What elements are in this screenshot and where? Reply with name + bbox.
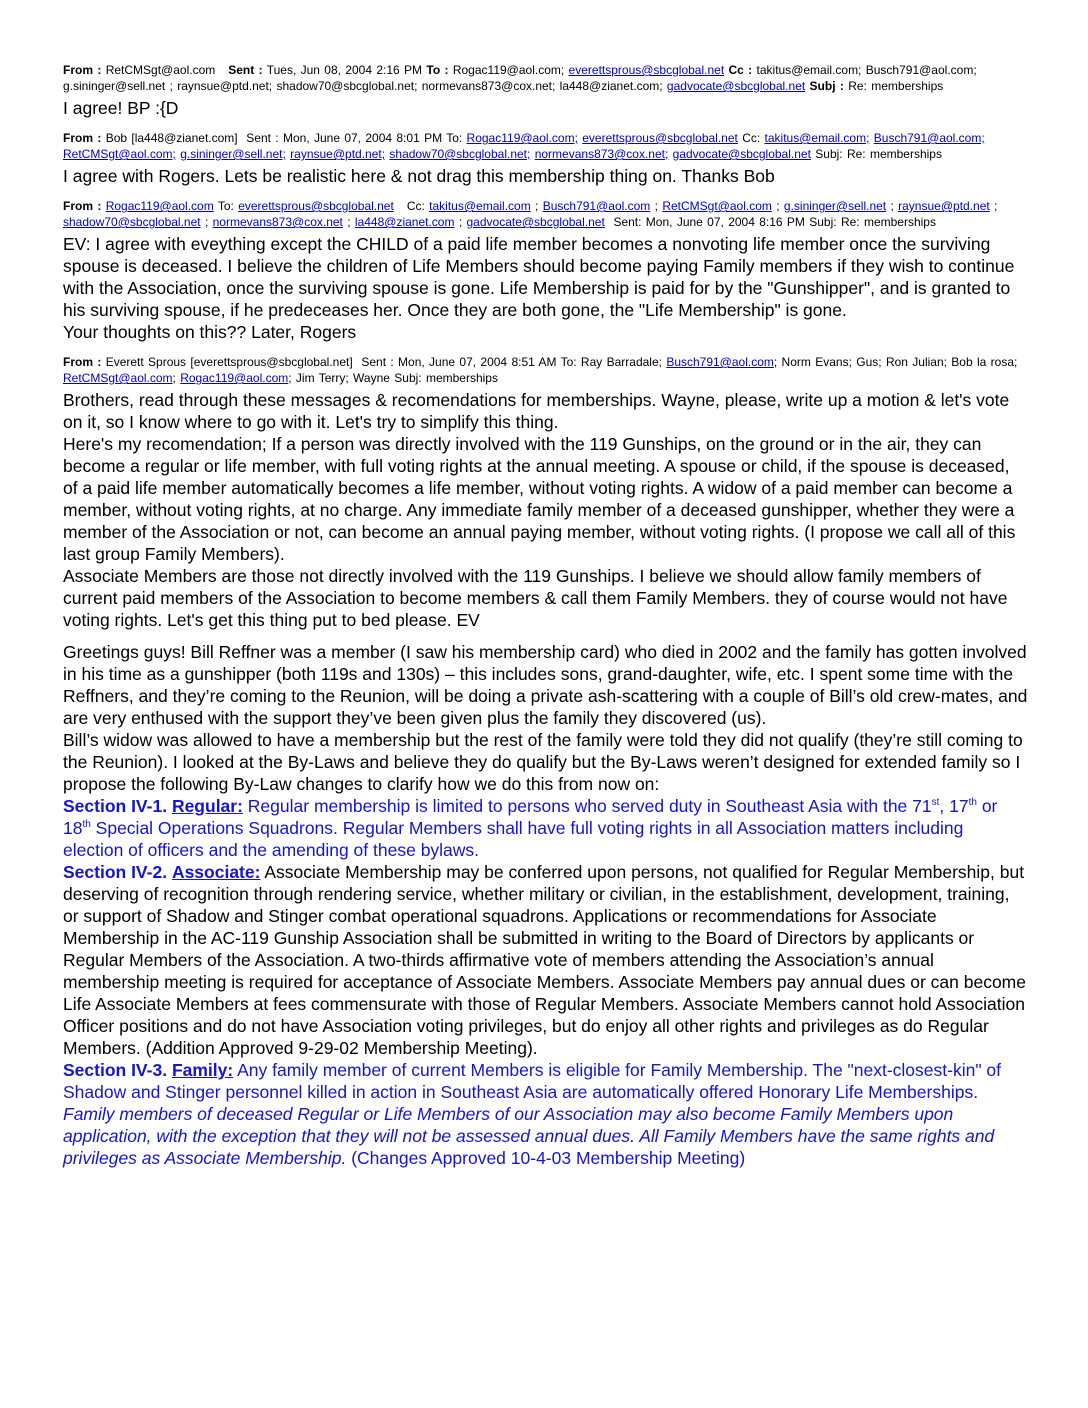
email4-header: From : Everett Sprous [everettsprous@sbcglobal.net] Sent : Mon, June 07, 2004 8:51 AM To: Ray Barradale; Busch791@aol.com; Norm Evans; Gus; Ron Julian; Bob la rosa; RetCMSgt@aol.com; Rogac119@aol.com; Jim Terry; Wayne Subj: memberships bbox=[63, 355, 1018, 385]
email4-link[interactable]: Busch791@aol.com bbox=[666, 355, 774, 369]
section-iv-1-title: Regular: bbox=[171, 796, 243, 816]
email4-link[interactable]: RetCMSgt@aol.com bbox=[63, 371, 173, 385]
email4-recipients: Ron Julian; Bob la rosa; bbox=[885, 355, 1018, 369]
email2-sent: Sent : Mon, June 07, 2004 8:01 PM To: bbox=[246, 131, 463, 145]
email1-subj: Re: memberships bbox=[848, 79, 944, 93]
email3-cc-link[interactable]: normevans873@cox.net bbox=[212, 215, 343, 229]
email3-cc-label: Cc: bbox=[406, 199, 425, 213]
email2-cc-link[interactable]: raynsue@ptd.net; bbox=[290, 147, 386, 161]
email4-sent: Sent : Mon, June 07, 2004 8:51 AM To: Ray Barradale; bbox=[361, 355, 662, 369]
email2-body: I agree with Rogers. Lets be realistic here & not drag this membership thing on. Thanks Bob bbox=[63, 166, 775, 186]
email1-to-label: To : bbox=[426, 63, 449, 77]
email3-cc-link[interactable]: raynsue@ptd.net bbox=[898, 199, 990, 213]
section-iv-3-text: Any family member of current Members is eligible for Family Membership. The "next-closest-kin" of Shadow and Stinger personnel killed in action in Southeast Asia are automatically offered Honorary Life Memberships. bbox=[63, 1060, 1001, 1102]
email1-from-label: From : bbox=[63, 63, 102, 77]
email2-to-link[interactable]: Rogac119@aol.com; bbox=[466, 131, 578, 145]
email4-recipients: ; Norm Evans; Gus; bbox=[773, 355, 882, 369]
email1-body: I agree! BP :{D bbox=[63, 98, 179, 118]
email1-cc-line1: takitus@email.com; bbox=[756, 63, 862, 77]
email4-associates: Associate Members are those not directly involved with the 119 Gunships. I believe we should allow family members of current paid members of the Association to become members & call them Family Members. they of course would not have voting rights. Let's get this thing put to bed please. EV bbox=[63, 566, 1008, 630]
greetings-paragraph: Greetings guys! Bill Reffner was a member (I saw his membership card) who died in 2002 and the family has gotten involved in his time as a gunshipper (both 119s and 130s) – this includes sons, grand-daughter, wife, etc. I spent some time with the Reffners, and they’re coming to the Reunion, will be doing a private ash-scattering with a couple of Bill’s old crew-mates, and are very enthused with the support they’ve been given plus the family they discovered (us). bbox=[63, 642, 1028, 728]
section-iv-3-title: Family: bbox=[171, 1060, 234, 1080]
section-iv-2-title: Associate: bbox=[171, 862, 261, 882]
email3-from-label: From : bbox=[63, 199, 102, 213]
email1-sent: Tues, Jun 08, 2004 2:16 PM bbox=[266, 63, 423, 77]
email3-sent: Sent: Mon, June 07, 2004 8:16 bbox=[613, 215, 783, 229]
email3-cc-link[interactable]: RetCMSgt@aol.com bbox=[662, 199, 772, 213]
email2-from: Bob [la448@zianet.com] bbox=[105, 131, 238, 145]
email4-from-label: From : bbox=[63, 355, 102, 369]
email1-to-link[interactable]: everettsprous@sbcglobal.net bbox=[568, 63, 725, 77]
email2-cc-link[interactable]: RetCMSgt@aol.com; bbox=[63, 147, 176, 161]
section-iv-2-text: Associate Membership may be conferred upon persons, not qualified for Regular Membership, but deserving of recognition through rendering service, whether military or civilian, in the establishment, development, training, or support of Shadow and Stinger combat operational squadrons. Applications or recommendations for Associate Membership in the AC-119 Gunship Association shall be submitted in writing to the Board of Directors by applicants or Regular Members of the Association. A two-thirds affirmative vote of members attending the Association’s annual membership meeting is required for acceptance of Associate Members. Associate Members pay annual dues or can become Life Associate Members at fees commensurate with those of Regular Members. Associate Members cannot hold Association Officer positions and do not have Association voting privileges, but do enjoy all other rights and privileges as do Regular Members. (Addition Approved 9-29-02 Membership Meeting). bbox=[63, 862, 1026, 1058]
email3-cc-link[interactable]: gadvocate@sbcglobal.net bbox=[466, 215, 605, 229]
email2-cc-link[interactable]: gadvocate@sbcglobal.net bbox=[672, 147, 811, 161]
email2-to-link[interactable]: everettsprous@sbcglobal.net bbox=[582, 131, 738, 145]
section-iv-1-text: Regular membership is limited to persons who served duty in Southeast Asia with the 71st, 17th or 18th Special Operations Squadrons. Regular Members shall have full voting rights in all Association matters including election of officers and the amending of these bylaws. bbox=[63, 796, 998, 860]
email3-from-link[interactable]: Rogac119@aol.com bbox=[105, 199, 214, 213]
email1-from: RetCMSgt@aol.com bbox=[105, 63, 216, 77]
email1-cc-line2: Busch791@aol.com; g.sininger@sell.net ; raynsue@ptd.net; shadow70@sbcglobal.net; normevans873@cox.net; la448@zianet.com; bbox=[63, 63, 977, 93]
email1-cc-link[interactable]: gadvocate@sbcglobal.net bbox=[666, 79, 806, 93]
email3-cc-link[interactable]: la448@zianet.com bbox=[354, 215, 455, 229]
email1-to: Rogac119@aol.com; bbox=[452, 63, 565, 77]
email2-cc-link[interactable]: normevans873@cox.net; bbox=[534, 147, 669, 161]
document-page bbox=[63, 62, 1028, 1169]
email2-cc-link[interactable]: shadow70@sbcglobal.net; bbox=[389, 147, 531, 161]
email1-sent-label: Sent : bbox=[228, 63, 263, 77]
email1-subj-label: Subj : bbox=[809, 79, 844, 93]
email1-cc-label: Cc : bbox=[728, 63, 753, 77]
email2-cc-link[interactable]: g.sininger@sell.net; bbox=[180, 147, 286, 161]
email4-from: Everett Sprous [everettsprous@sbcglobal.net] bbox=[105, 355, 353, 369]
section-iv-1-label: Section IV-1. bbox=[63, 796, 168, 816]
email3-to-link[interactable]: everettsprous@sbcglobal.net bbox=[238, 199, 394, 213]
email3-cc-link[interactable]: shadow70@sbcglobal.net bbox=[63, 215, 201, 229]
email1-header bbox=[63, 62, 1028, 94]
section-iv-2 bbox=[63, 861, 1028, 1059]
section-iv-1 bbox=[63, 795, 1028, 861]
email4-link[interactable]: Rogac119@aol.com bbox=[180, 371, 289, 385]
email3-cc-link[interactable]: Busch791@aol.com bbox=[542, 199, 651, 213]
section-iv-3-label: Section IV-3. bbox=[63, 1060, 168, 1080]
email2-cc-label: Cc: bbox=[742, 131, 761, 145]
greetings-proposal: Bill’s widow was allowed to have a membership but the rest of the family were told they did not qualify (they’re still coming to the Reunion). I looked at the By-Laws and believe they do qualify but the By-Laws weren’t designed for extended family so I propose the following By-Law changes to clarify how we do this from now on: bbox=[63, 730, 1023, 794]
section-iv-3 bbox=[63, 1059, 1028, 1169]
email3-cc-link[interactable]: takitus@email.com bbox=[429, 199, 531, 213]
email4-body: Brothers, read through these messages & recomendations for memberships. Wayne, please, write up a motion & let's vote on it, so I know where to go with it. Let's try to simplify this thing. bbox=[63, 390, 1010, 432]
section-iv-2-label: Section IV-2. bbox=[63, 862, 168, 882]
email2-cc-link[interactable]: Busch791@aol.com; bbox=[873, 131, 985, 145]
email2-subj: Subj: Re: memberships bbox=[815, 147, 942, 161]
email4-recipients-end: ; Jim Terry; Wayne Subj: memberships bbox=[288, 371, 498, 385]
email3-body: EV: I agree with eveything except the CHILD of a paid life member becomes a nonvoting life member once the surviving spouse is deceased. I believe the children of Life Members should become paying Family members if they wish to continue with the Association, once the surviving spouse is gone. Life Membership is paid for by the "Gunshipper", and is granted to his surviving spouse, if he predeceases her. Once they are both gone, the "Life Membership" is gone. bbox=[63, 234, 1015, 320]
email2-from-label: From : bbox=[63, 131, 102, 145]
section-iv-3-approval: (Changes Approved 10-4-03 Membership Meeting) bbox=[346, 1148, 746, 1168]
email3-signoff: Your thoughts on this?? Later, Rogers bbox=[63, 322, 357, 342]
email2-header bbox=[63, 130, 1028, 162]
email2-cc-link[interactable]: takitus@email.com; bbox=[764, 131, 870, 145]
email4-recommendation: Here's my recomendation; If a person was directly involved with the 119 Gunships, on the ground or in the air, they can become a regular or life member, with full voting rights at the annual meeting. A spouse or child, if the spouse is deceased, of a paid life member automatically becomes a life member, without voting rights. A widow of a paid member can become a member, without voting rights, at no charge. Any immediate family member of a deceased gunshipper, whether they were a member of the Association or not, can become an annual paying member, without voting rights. (I propose we call all of this last group Family Members). bbox=[63, 434, 1016, 564]
section-iv-3-italic: Family members of deceased Regular or Life Members of our Association may also become Family Members upon application, with the exception that they will not be assessed annual dues. All Family Members have the same rights and privileges as Associate Membership. bbox=[63, 1104, 995, 1168]
email3-header: From : Rogac119@aol.com To: everettsprous@sbcglobal.net Cc: takitus@email.com ; Busch791@aol.com ; RetCMSgt@aol.com ; g.sininger@sell.net ; raynsue@ptd.net ; shadow70@sbcglobal.net ; normevans873@cox.net ; la448@zianet.com ; gadvocate@sbcglobal.net Sent: Mon, June 07, 2004 8:16 PM Subj: Re: memberships bbox=[63, 199, 998, 229]
email3-to-label: To: bbox=[217, 199, 234, 213]
email3-cc-link[interactable]: g.sininger@sell.net bbox=[783, 199, 887, 213]
email3-subj: PM Subj: Re: memberships bbox=[786, 215, 936, 229]
